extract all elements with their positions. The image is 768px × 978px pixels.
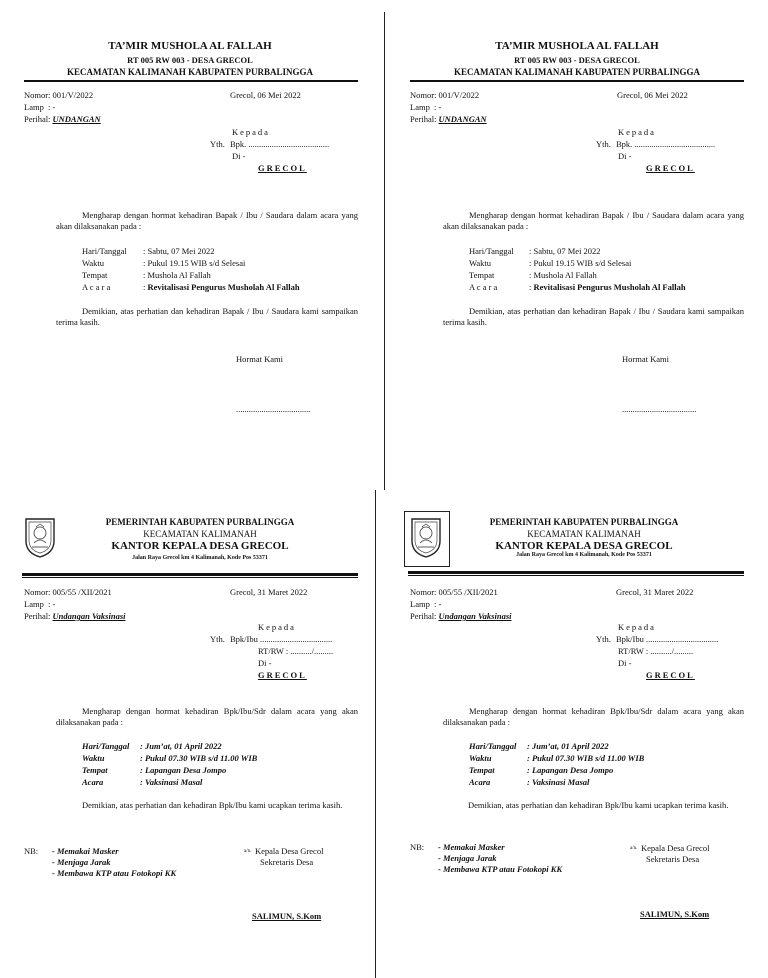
lamp-label: Lamp: [24, 599, 44, 609]
rtrw-line: RT/RW : ........../.........: [258, 646, 334, 656]
detail-label: Waktu: [82, 258, 104, 268]
grecol-label: GRECOL: [258, 670, 307, 680]
detail-value: Pukul 19.15 WIB s/d Selesai: [533, 258, 632, 268]
nb-label: NB:: [24, 846, 39, 856]
header-rule-thick: [408, 571, 744, 574]
letter-subtitle: RT 005 RW 003 - DESA GRECOL: [514, 55, 640, 65]
yth-label: Yth.: [596, 634, 611, 644]
gov-office: KANTOR KEPALA DESA GRECOL: [111, 540, 289, 552]
detail-value: Vaksinasi Masal: [144, 777, 203, 787]
an-label: a/n.: [244, 849, 252, 854]
lamp-label: Lamp: [24, 102, 44, 112]
perihal-label: Perihal: [410, 114, 435, 124]
kepala-desa-label: Kepala Desa Grecol: [255, 846, 324, 856]
nb-item: - Memakai Masker: [52, 846, 119, 856]
signature-line: ...................................: [236, 404, 311, 414]
gov-address: Jalan Raya Grecol km 4 Kalimanah, Kode Pos 53371: [516, 552, 652, 558]
grecol-label: GRECOL: [646, 163, 695, 173]
detail-label: Waktu: [469, 258, 491, 268]
header-rule-thick: [22, 573, 358, 576]
nomor-label: Nomor: [24, 90, 49, 100]
detail-value: Jum’at, 01 April 2022: [144, 741, 222, 751]
nomor-value: 001/V/2022: [52, 90, 94, 100]
lamp-value: -: [52, 599, 56, 609]
detail-value: Lapangan Desa Jompo: [531, 765, 614, 775]
nomor-label: Nomor: [410, 587, 435, 597]
intro-paragraph: Mengharap dengan hormat kehadiran Bapak / Ibu / Saudara dalam acara yang akan dilaksanakan pada :: [56, 210, 358, 231]
letter-date: Grecol, 31 Maret 2022: [230, 587, 308, 597]
intro-paragraph: Mengharap dengan hormat kehadiran Bapak / Ibu / Saudara dalam acara yang akan dilaksanakan pada :: [443, 210, 744, 231]
perihal-value: UNDANGAN: [52, 114, 101, 124]
letter-date: Grecol, 31 Maret 2022: [616, 587, 694, 597]
kepala-desa-label: Kepala Desa Grecol: [641, 843, 710, 853]
vertical-divider-top: [384, 12, 385, 490]
gov-district: KECAMATAN KALIMANAH: [527, 529, 641, 539]
lamp-value: -: [438, 102, 442, 112]
signer-name: SALIMUN, S.Kom: [252, 911, 322, 921]
gov-regency: PEMERINTAH KABUPATEN PURBALINGGA: [489, 517, 679, 527]
recipient-line: Bpk. ......................................: [230, 139, 330, 149]
letter-date: Grecol, 06 Mei 2022: [617, 90, 688, 100]
vertical-divider-bottom: [375, 490, 376, 978]
perihal-value: Undangan Vaksinasi: [52, 611, 126, 621]
gov-address: Jalan Raya Grecol km 4 Kalimanah, Kode Pos 53371: [132, 555, 268, 561]
letter-date: Grecol, 06 Mei 2022: [230, 90, 301, 100]
detail-label: Acara: [82, 777, 104, 787]
detail-value: Lapangan Desa Jompo: [144, 765, 227, 775]
perihal-value: Undangan Vaksinasi: [438, 611, 512, 621]
lamp-value: -: [52, 102, 56, 112]
header-rule: [410, 80, 744, 82]
yth-label: Yth.: [210, 139, 225, 149]
gov-regency: PEMERINTAH KABUPATEN PURBALINGGA: [105, 517, 295, 527]
detail-value: Jum’at, 01 April 2022: [531, 741, 609, 751]
detail-label: Acara: [469, 777, 491, 787]
detail-label: Hari/Tanggal: [469, 246, 514, 256]
detail-label: Hari/Tanggal: [82, 246, 127, 256]
gov-district: KECAMATAN KALIMANAH: [143, 529, 257, 539]
letter-title: TA’MIR MUSHOLA AL FALLAH: [495, 40, 659, 52]
yth-label: Yth.: [596, 139, 611, 149]
grecol-label: GRECOL: [258, 163, 307, 173]
detail-label: Hari/Tanggal: [82, 741, 130, 751]
kepada-label: Kepada: [232, 127, 270, 137]
closing-paragraph: Demikian, atas perhatian dan kehadiran Bpk/Ibu kami ucapkan terima kasih.: [468, 800, 729, 810]
kepada-label: Kepada: [618, 622, 656, 632]
signature-line: ...................................: [622, 404, 697, 414]
nomor-label: Nomor: [410, 90, 435, 100]
nb-item: - Menjaga Jarak: [52, 857, 111, 867]
nb-label: NB:: [410, 842, 425, 852]
detail-label: Hari/Tanggal: [469, 741, 517, 751]
detail-label: Tempat: [469, 270, 495, 280]
letter-subtitle: RT 005 RW 003 - DESA GRECOL: [127, 55, 253, 65]
detail-value: Mushola Al Fallah: [147, 270, 211, 280]
nb-item: - Membawa KTP atau Fotokopi KK: [438, 864, 563, 874]
kepada-label: Kepada: [258, 622, 296, 632]
kepada-label: Kepada: [618, 127, 656, 137]
recipient-line: Bpk/Ibu ..................................: [616, 634, 719, 644]
detail-value: Pukul 07.30 WIB s/d 11.00 WIB: [144, 753, 258, 763]
nomor-value: 001/V/2022: [438, 90, 480, 100]
detail-label: Waktu: [82, 753, 105, 763]
letter-title: TA’MIR MUSHOLA AL FALLAH: [108, 40, 272, 52]
hormat-kami: Hormat Kami: [622, 354, 669, 364]
recipient-line: Bpk. ......................................: [616, 139, 716, 149]
detail-value: Revitalisasi Pengurus Musholah Al Fallah: [533, 282, 686, 292]
perihal-label: Perihal: [24, 611, 49, 621]
header-rule: [24, 80, 358, 82]
nb-item: - Memakai Masker: [438, 842, 505, 852]
nb-item: - Membawa KTP atau Fotokopi KK: [52, 868, 177, 878]
detail-value: Vaksinasi Masal: [531, 777, 590, 787]
yth-label: Yth.: [210, 634, 225, 644]
header-rule-thin: [408, 575, 744, 576]
closing-paragraph: Demikian, atas perhatian dan kehadiran Bapak / Ibu / Saudara kami sampaikan terima kasih.: [56, 306, 358, 327]
header-rule-thin: [22, 577, 358, 578]
sekretaris-label: Sekretaris Desa: [646, 854, 700, 864]
di-label: Di -: [258, 658, 272, 668]
signer-name: SALIMUN, S.Kom: [640, 909, 710, 919]
detail-label: Tempat: [82, 765, 108, 775]
di-label: Di -: [618, 151, 632, 161]
sekretaris-label: Sekretaris Desa: [260, 857, 314, 867]
detail-value: Mushola Al Fallah: [533, 270, 597, 280]
nomor-value: 005/55 /XII/2021: [438, 587, 498, 597]
nb-item: - Menjaga Jarak: [438, 853, 497, 863]
detail-value: Sabtu, 07 Mei 2022: [533, 246, 601, 256]
nomor-value: 005/55 /XII/2021: [52, 587, 112, 597]
detail-label: Tempat: [469, 765, 495, 775]
detail-label: Tempat: [82, 270, 108, 280]
lamp-label: Lamp: [410, 599, 430, 609]
an-label: a/n.: [630, 846, 638, 851]
letter-address: KECAMATAN KALIMANAH KABUPATEN PURBALINGGA: [66, 67, 314, 77]
lamp-value: -: [438, 599, 442, 609]
intro-paragraph: Mengharap dengan hormat kehadiran Bpk/Ibu/Sdr dalam acara yang akan dilaksanakan pada :: [56, 706, 358, 727]
detail-value: Revitalisasi Pengurus Musholah Al Fallah: [147, 282, 300, 292]
di-label: Di -: [232, 151, 246, 161]
recipient-line: Bpk/Ibu ..................................: [230, 634, 333, 644]
detail-value: Pukul 07.30 WIB s/d 11.00 WIB: [531, 753, 645, 763]
detail-label: Waktu: [469, 753, 492, 763]
perihal-label: Perihal: [24, 114, 49, 124]
detail-value: Pukul 19.15 WIB s/d Selesai: [147, 258, 246, 268]
closing-paragraph: Demikian, atas perhatian dan kehadiran Bpk/Ibu kami ucapkan terima kasih.: [82, 800, 343, 810]
intro-paragraph: Mengharap dengan hormat kehadiran Bpk/Ibu/Sdr dalam acara yang akan dilaksanakan pada :: [443, 706, 744, 727]
gov-office: KANTOR KEPALA DESA GRECOL: [495, 540, 673, 552]
di-label: Di -: [618, 658, 632, 668]
hormat-kami: Hormat Kami: [236, 354, 283, 364]
rtrw-line: RT/RW : ........../.........: [618, 646, 694, 656]
lamp-label: Lamp: [410, 102, 430, 112]
perihal-label: Perihal: [410, 611, 435, 621]
detail-label: A c a r a: [469, 282, 498, 292]
grecol-label: GRECOL: [646, 670, 695, 680]
closing-paragraph: Demikian, atas perhatian dan kehadiran Bapak / Ibu / Saudara kami sampaikan terima kasih.: [443, 306, 744, 327]
perihal-value: UNDANGAN: [438, 114, 487, 124]
detail-value: Sabtu, 07 Mei 2022: [147, 246, 215, 256]
detail-label: A c a r a: [82, 282, 111, 292]
letter-address: KECAMATAN KALIMANAH KABUPATEN PURBALINGGA: [453, 67, 701, 77]
nomor-label: Nomor: [24, 587, 49, 597]
